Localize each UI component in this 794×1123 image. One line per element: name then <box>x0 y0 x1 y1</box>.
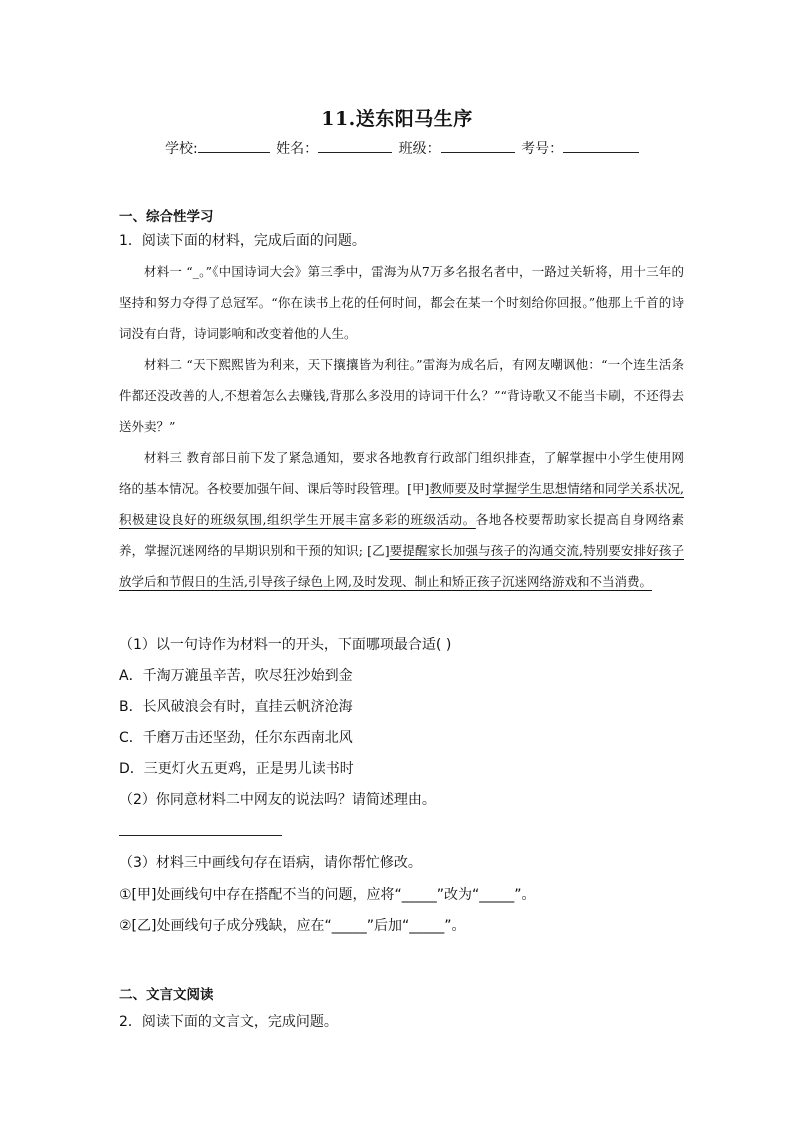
sub-question-3-2: ②[乙]处画线句子成分残缺，应在“_____”后加“_____”。 <box>119 918 466 934</box>
material-3: 材料三 教育部日前下发了紧急通知，要求各地教育行政部门组织排查，了解掌握中小学生使用网络的基本情况。各校要加强午间、课后等时段管理。[甲]教师要及时掌握学生思想情绪和同学关系状况,积极建设良好的班级氛围,组织学生开展丰富多彩的班级活动。各地各校要帮助家长提高自身网络素养，掌握沉迷网络的早期识别和干预的知识; [乙]要提醒家长加强与孩子的沟通交流,特别要安排好孩子放学后和节假日的生活,引导孩子绿色上网,及时发现、制止和矫正孩子沉迷网络游戏和不当消费。 <box>119 450 684 589</box>
sub-question-3-1: ①[甲]处画线句中存在搭配不当的问题，应将“_____”改为“_____”。 <box>119 887 536 903</box>
class-blank[interactable] <box>441 138 515 153</box>
underlined-sentence-jia: 教师要及时掌握学生思想情绪和同学关系状况,积极建设良好的班级氛围,组织学生开展丰富多彩的班级活动。 <box>119 481 684 527</box>
sub-question-2: （2）你同意材料二中网友的说法吗？请简述理由。 <box>119 792 436 808</box>
name-blank[interactable] <box>318 138 392 153</box>
exam-no-label: 考号： <box>521 141 564 157</box>
class-label: 班级： <box>398 141 441 157</box>
answer-line[interactable] <box>119 835 282 836</box>
question-2-stem: 2．阅读下面的文言文，完成问题。 <box>119 1014 338 1030</box>
sub-question-1: （1）以一句诗作为材料一的开头，下面哪项最合适( ) <box>119 637 452 653</box>
school-label: 学校: <box>165 141 198 157</box>
page-title: 11.送东阳马生序 <box>321 108 473 130</box>
material-1: 材料一 “_。”《中国诗词大会》第三季中，雷海为从7万多名报名者中，一路过关斩将，用十三年的坚持和努力夺得了总冠军。“你在读书上花的任何时间，都会在某一个时刻给你回报。”他那上千首的诗词没有白背，诗词影响和改变着他的人生。 <box>119 264 684 341</box>
exam-no-blank[interactable] <box>563 138 639 153</box>
section-heading-2: 二、文言文阅读 <box>119 987 214 1003</box>
option-d[interactable]: D．三更灯火五更鸡，正是男儿读书时 <box>119 761 354 777</box>
section-heading-1: 一、综合性学习 <box>119 209 214 225</box>
option-a[interactable]: A．千淘万漉虽辛苦，吹尽狂沙始到金 <box>119 668 353 684</box>
option-c[interactable]: C．千磨万击还坚劲，任尔东西南北风 <box>119 730 353 746</box>
underlined-sentence-yi: 要提醒家长加强与孩子的沟通交流,特别要安排好孩子放学后和节假日的生活,引导孩子绿色上网,及时发现、制止和矫正孩子沉迷网络游戏和不当消费。 <box>119 543 684 589</box>
materials-block <box>119 256 684 597</box>
question-1-stem: 1．阅读下面的材料，完成后面的问题。 <box>119 233 366 249</box>
name-label: 姓名： <box>276 141 319 157</box>
student-info-line <box>165 138 641 158</box>
sub-question-3: （3）材料三中画线句存在语病，请你帮忙修改。 <box>119 855 422 871</box>
school-blank[interactable] <box>198 138 270 153</box>
option-b[interactable]: B．长风破浪会有时，直挂云帆济沧海 <box>119 699 353 715</box>
material-2: 材料二 “天下熙熙皆为利来，天下攘攘皆为利往。”雷海为成名后，有网友嘲讽他：“一个连生活条件都还没改善的人,不想着怎么去赚钱,背那么多没用的诗词干什么？”“背诗歌又不能当卡刷，不还得去送外卖？” <box>119 357 684 434</box>
